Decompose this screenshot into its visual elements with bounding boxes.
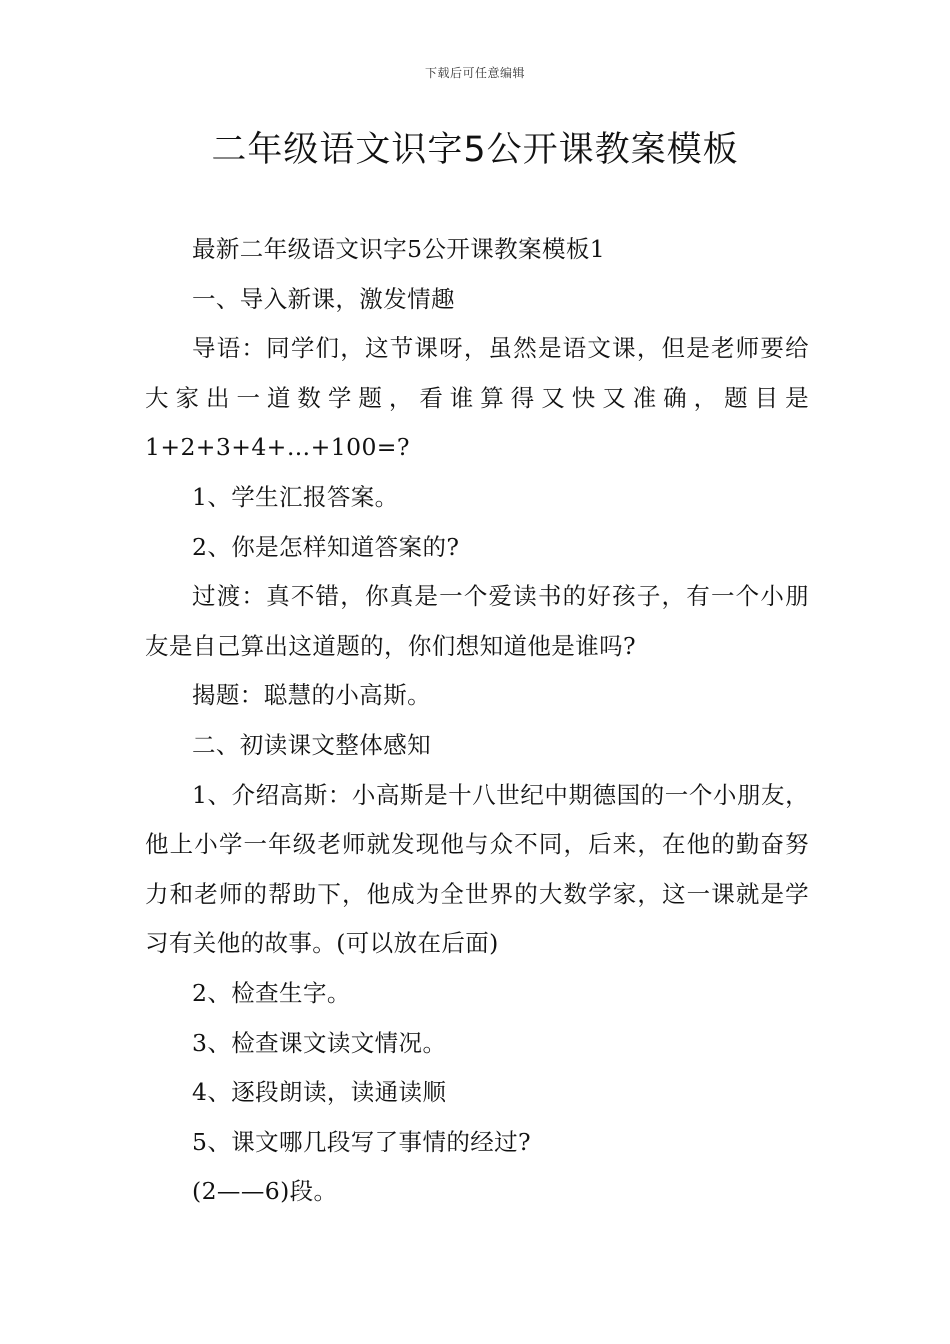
paragraph-transition: 过渡：真不错，你真是一个爱读书的好孩子，有一个小朋友是自己算出这道题的，你们想知道他是谁吗? [145, 582, 809, 660]
paragraph-step: 2、你是怎样知道答案的? [192, 532, 460, 561]
paragraph-step: 2、检查生字。 [192, 978, 351, 1007]
paragraph-intro: 导语：同学们，这节课呀，虽然是语文课，但是老师要给大家出一道数学题，看谁算得又快又准确，题目是1+2+3+4+…+100=? [145, 334, 809, 462]
paragraph-answer: (2——6)段。 [192, 1177, 338, 1206]
paragraph-step: 1、学生汇报答案。 [192, 482, 399, 511]
paragraph-section-2-heading: 二、初读课文整体感知 [192, 730, 431, 759]
paragraph-step: 4、逐段朗读，读通读顺 [192, 1078, 447, 1107]
paragraph-subtitle: 最新二年级语文识字5公开课教案模板1 [192, 235, 606, 263]
paragraph-gauss-intro: 1、介绍高斯：小高斯是十八世纪中期德国的一个小朋友，他上小学一年级老师就发现他与众不同，后来，在他的勤奋努力和老师的帮助下，他成为全世界的大数学家，这一课就是学习有关他的故事。(可以放在后面) [145, 780, 809, 958]
document-body [145, 225, 809, 1217]
header-note: 下载后可任意编辑 [424, 66, 525, 80]
paragraph-section-1-heading: 一、导入新课，激发情趣 [192, 284, 455, 313]
paragraph-step: 5、课文哪几段写了事情的经过? [192, 1127, 532, 1156]
document-title: 二年级语文识字5公开课教案模板 [211, 130, 739, 170]
paragraph-topic: 揭题：聪慧的小高斯。 [192, 681, 431, 710]
paragraph-step: 3、检查课文读文情况。 [192, 1028, 447, 1057]
